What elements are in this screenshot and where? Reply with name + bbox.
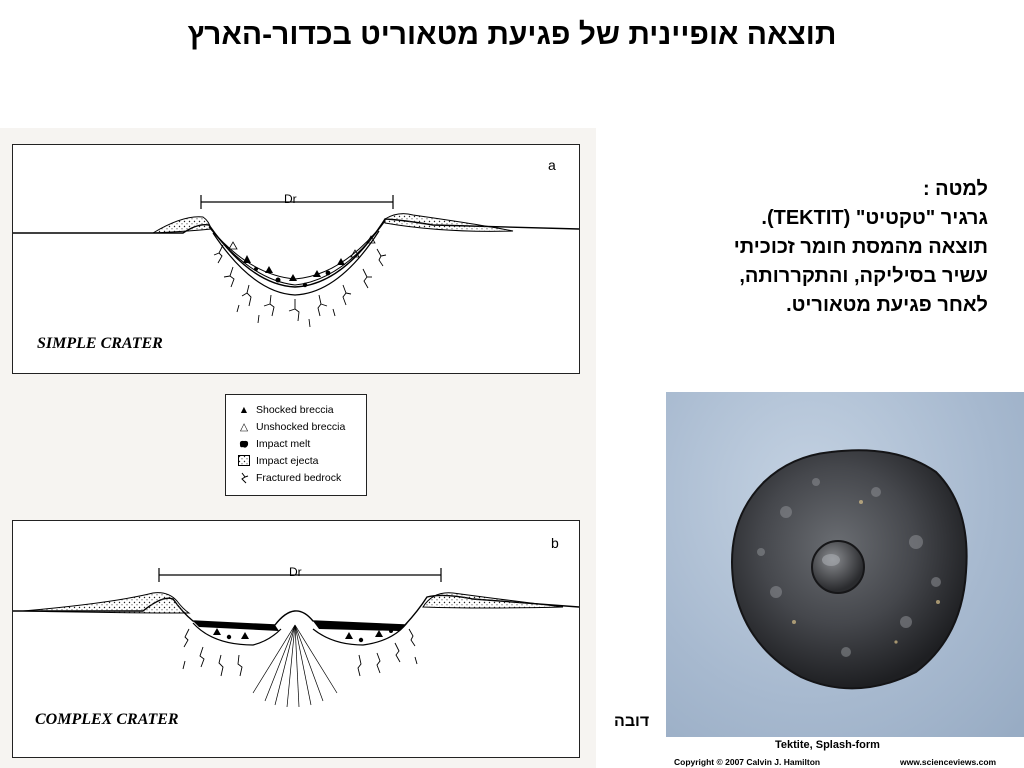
simple-crater-panel (12, 144, 580, 374)
photo-side-label: דובה (614, 713, 650, 730)
description-line: עשיר בסיליקה, והתקררותה, (739, 265, 988, 287)
tektite-description (610, 175, 988, 320)
complex-crater-panel (12, 520, 580, 758)
open-triangle-icon: △ (239, 420, 249, 433)
legend (225, 394, 367, 496)
legend-item (236, 469, 360, 486)
fracture-icon (236, 472, 252, 484)
ejecta-right (385, 214, 513, 232)
crater-diagram (0, 128, 596, 768)
diameter-marker (201, 195, 393, 209)
ejecta-left (153, 217, 211, 233)
photo-caption: Tektite, Splash-form (775, 739, 880, 751)
simple-crater-label: SIMPLE CRATER (37, 335, 163, 352)
description-line: למטה : (922, 178, 988, 200)
diameter-label: Dr (284, 192, 297, 206)
legend-item (236, 452, 360, 469)
description-line: תוצאה מהמסת חומר זכוכיתי (733, 236, 988, 258)
melt-blob-icon (236, 439, 252, 449)
central-uplift (253, 625, 337, 707)
tektite-photo (666, 392, 1024, 737)
tektite-image (666, 392, 1024, 737)
legend-label: Shocked breccia (256, 403, 334, 416)
legend-item (236, 418, 360, 435)
panel-letter-a: a (548, 157, 556, 173)
open-breccia (229, 236, 375, 257)
website-text: www.scienceviews.com (900, 757, 997, 767)
copyright-text: Copyright © 2007 Calvin J. Hamilton (674, 757, 821, 767)
ejecta-left (23, 593, 189, 613)
legend-label: Unshocked breccia (256, 420, 346, 433)
description-line: גרגיר "טקטיט" (TEKTIT). (761, 207, 988, 229)
ejecta-right (423, 593, 563, 608)
legend-label: Fractured bedrock (256, 471, 342, 484)
page-title: תוצאה אופיינית של פגיעת מטאוריט בכדור-הארץ (187, 18, 837, 51)
legend-item (236, 435, 360, 452)
diameter-label: Dr (289, 565, 302, 579)
legend-label: Impact melt (256, 437, 311, 450)
legend-label: Impact ejecta (256, 454, 319, 467)
complex-crater-label: COMPLEX CRATER (35, 711, 179, 728)
legend-item (236, 401, 360, 418)
dotted-square-icon (236, 455, 252, 466)
description-line: לאחר פגיעת מטאוריט. (786, 294, 988, 316)
panel-letter-b: b (551, 535, 559, 551)
central-button (812, 541, 864, 593)
filled-triangle-icon: ▲ (238, 403, 250, 416)
